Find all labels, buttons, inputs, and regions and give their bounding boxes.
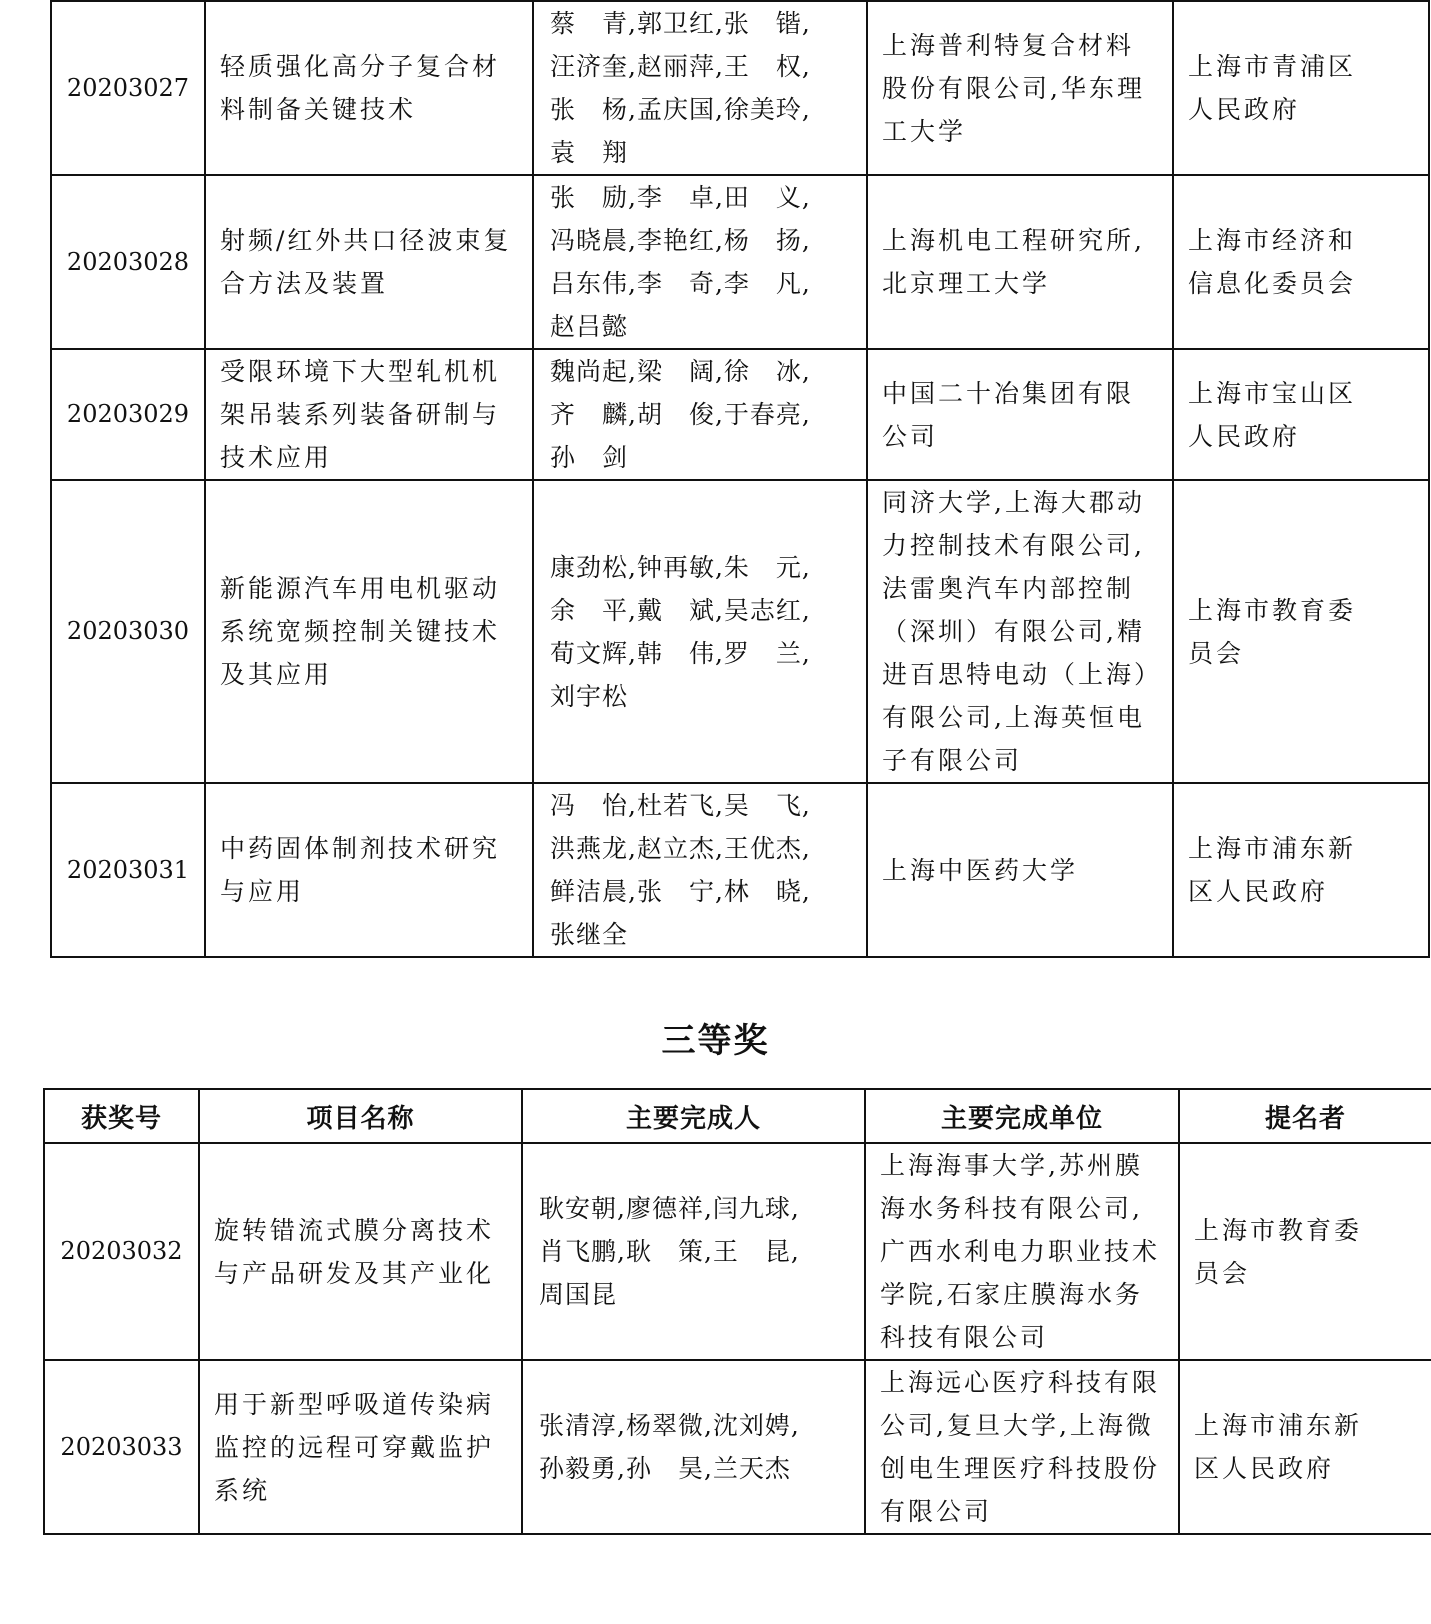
cell-text-line: 员会 bbox=[1188, 638, 1245, 668]
cell-text-line: （深圳）有限公司,精 bbox=[882, 617, 1145, 646]
cell-text-line: 力控制技术有限公司, bbox=[882, 531, 1145, 560]
header-award-no: 获奖号 bbox=[44, 1089, 199, 1143]
cell-text-line: 合方法及装置 bbox=[220, 269, 389, 298]
cell-text-line: 上海市宝山区 bbox=[1188, 378, 1357, 408]
header-nominator: 提名者 bbox=[1179, 1089, 1431, 1143]
cell-text-line: 张继全 bbox=[550, 920, 629, 949]
cell-text-line: 北京理工大学 bbox=[882, 269, 1051, 298]
table-body bbox=[51, 1, 1429, 957]
cell-text-line: 荀文辉,韩 伟,罗 兰, bbox=[550, 638, 811, 668]
project-name-cell bbox=[205, 175, 533, 349]
main-persons-cell bbox=[533, 480, 867, 783]
cell-text-line: 海水务科技有限公司, bbox=[880, 1194, 1143, 1223]
cell-text-line: 洪燕龙,赵立杰,王优杰, bbox=[550, 834, 811, 863]
cell-text-line: 射频/红外共口径波束复 bbox=[220, 226, 512, 255]
nominator-cell bbox=[1173, 1, 1429, 175]
cell-text-line: 技术应用 bbox=[220, 443, 333, 472]
cell-text-line: 上海普利特复合材料 bbox=[882, 30, 1135, 60]
cell-text-line: 及其应用 bbox=[220, 660, 333, 689]
project-name-cell bbox=[199, 1143, 522, 1360]
main-persons-cell bbox=[533, 349, 867, 480]
table-row bbox=[51, 783, 1429, 957]
cell-text-line: 受限环境下大型轧机机 bbox=[220, 357, 501, 386]
nominator-cell bbox=[1173, 175, 1429, 349]
main-units-cell bbox=[865, 1143, 1179, 1360]
cell-text-line: 中国二十冶集团有限 bbox=[882, 378, 1135, 408]
cell-text-line: 刘宇松 bbox=[550, 681, 629, 711]
award-number-cell: 20203032 bbox=[44, 1143, 199, 1360]
cell-text-line: 上海海事大学,苏州膜 bbox=[880, 1151, 1143, 1180]
cell-text-line: 上海市经济和 bbox=[1188, 226, 1357, 255]
cell-text-line: 冯晓晨,李艳红,杨 扬, bbox=[550, 226, 811, 255]
cell-text-line: 上海中医药大学 bbox=[882, 855, 1079, 885]
main-persons-cell bbox=[522, 1360, 865, 1534]
award-table-second-prize bbox=[50, 0, 1430, 958]
cell-text-line: 与应用 bbox=[220, 877, 305, 906]
cell-text-line: 料制备关键技术 bbox=[220, 95, 417, 124]
nominator-cell bbox=[1173, 349, 1429, 480]
cell-text-line: 股份有限公司,华东理 bbox=[882, 73, 1145, 103]
main-persons-cell bbox=[522, 1143, 865, 1360]
cell-text-line: 公司 bbox=[882, 421, 939, 451]
table-row bbox=[44, 1360, 1431, 1534]
main-units-cell bbox=[865, 1360, 1179, 1534]
cell-text-line: 区人民政府 bbox=[1188, 877, 1329, 906]
header-main-persons: 主要完成人 bbox=[522, 1089, 865, 1143]
main-units-cell bbox=[867, 1, 1173, 175]
cell-text-line: 耿安朝,廖德祥,闫九球, bbox=[539, 1194, 800, 1223]
nominator-cell bbox=[1179, 1143, 1431, 1360]
cell-text-line: 上海市教育委 bbox=[1188, 595, 1357, 625]
table-body bbox=[44, 1143, 1431, 1534]
cell-text-line: 进百思特电动（上海） bbox=[882, 660, 1163, 689]
cell-text-line: 轻质强化高分子复合材 bbox=[220, 52, 501, 81]
cell-text-line: 上海机电工程研究所, bbox=[882, 226, 1145, 255]
cell-text-line: 上海市浦东新 bbox=[1188, 834, 1357, 863]
cell-text-line: 中药固体制剂技术研究 bbox=[220, 834, 501, 863]
cell-text-line: 用于新型呼吸道传染病 bbox=[214, 1389, 495, 1419]
cell-text-line: 科技有限公司 bbox=[880, 1323, 1049, 1352]
cell-text-line: 子有限公司 bbox=[882, 746, 1023, 775]
nominator-cell bbox=[1173, 783, 1429, 957]
cell-text-line: 监控的远程可穿戴监护 bbox=[214, 1432, 495, 1462]
nominator-cell bbox=[1179, 1360, 1431, 1534]
main-units-cell bbox=[867, 175, 1173, 349]
project-name-cell bbox=[205, 349, 533, 480]
table-row bbox=[51, 175, 1429, 349]
award-number-cell: 20203029 bbox=[51, 349, 205, 480]
cell-text-line: 上海远心医疗科技有限 bbox=[880, 1368, 1161, 1397]
cell-text-line: 康劲松,钟再敏,朱 元, bbox=[550, 552, 811, 582]
cell-text-line: 吕东伟,李 奇,李 凡, bbox=[550, 269, 811, 298]
cell-text-line: 旋转错流式膜分离技术 bbox=[214, 1215, 495, 1245]
cell-text-line: 系统 bbox=[214, 1475, 271, 1505]
cell-text-line: 汪济奎,赵丽萍,王 权, bbox=[550, 52, 811, 81]
main-units-cell bbox=[867, 783, 1173, 957]
cell-text-line: 张清淳,杨翠微,沈刘娉, bbox=[539, 1411, 800, 1440]
table-row bbox=[51, 1, 1429, 175]
cell-text-line: 法雷奥汽车内部控制 bbox=[882, 574, 1135, 603]
award-number-cell: 20203027 bbox=[51, 1, 205, 175]
award-number-cell: 20203031 bbox=[51, 783, 205, 957]
cell-text-line: 齐 麟,胡 俊,于春亮, bbox=[550, 400, 811, 429]
award-table-third-prize bbox=[43, 1088, 1431, 1535]
table-row bbox=[51, 349, 1429, 480]
section-title: 三等奖 bbox=[661, 1021, 770, 1061]
project-name-cell bbox=[205, 1, 533, 175]
cell-text-line: 魏尚起,梁 阔,徐 冰, bbox=[550, 357, 811, 386]
header-main-units: 主要完成单位 bbox=[865, 1089, 1179, 1143]
cell-text-line: 张 杨,孟庆国,徐美玲, bbox=[550, 95, 811, 124]
cell-text-line: 肖飞鹏,耿 策,王 昆, bbox=[539, 1237, 800, 1266]
cell-text-line: 公司,复旦大学,上海微 bbox=[880, 1411, 1154, 1440]
table-row bbox=[44, 1143, 1431, 1360]
cell-text-line: 周国昆 bbox=[539, 1280, 618, 1309]
cell-text-line: 创电生理医疗科技股份 bbox=[880, 1454, 1161, 1483]
project-name-cell bbox=[205, 783, 533, 957]
cell-text-line: 与产品研发及其产业化 bbox=[214, 1258, 495, 1288]
cell-text-line: 蔡 青,郭卫红,张 锴, bbox=[550, 9, 811, 38]
table-header-row bbox=[44, 1089, 1431, 1143]
cell-text-line: 员会 bbox=[1194, 1258, 1251, 1288]
cell-text-line: 人民政府 bbox=[1188, 421, 1301, 451]
project-name-cell bbox=[199, 1360, 522, 1534]
cell-text-line: 区人民政府 bbox=[1194, 1454, 1335, 1483]
main-persons-cell bbox=[533, 175, 867, 349]
cell-text-line: 有限公司,上海英恒电 bbox=[882, 703, 1145, 732]
cell-text-line: 工大学 bbox=[882, 116, 967, 146]
cell-text-line: 上海市教育委 bbox=[1194, 1215, 1363, 1245]
header-project-name: 项目名称 bbox=[199, 1089, 522, 1143]
cell-text-line: 上海市浦东新 bbox=[1194, 1411, 1363, 1440]
main-units-cell bbox=[867, 480, 1173, 783]
cell-text-line: 架吊装系列装备研制与 bbox=[220, 400, 501, 429]
cell-text-line: 张 励,李 卓,田 义, bbox=[550, 183, 811, 212]
cell-text-line: 信息化委员会 bbox=[1188, 269, 1357, 298]
cell-text-line: 余 平,戴 斌,吴志红, bbox=[550, 595, 811, 625]
cell-text-line: 系统宽频控制关键技术 bbox=[220, 617, 501, 646]
cell-text-line: 上海市青浦区 bbox=[1188, 52, 1357, 81]
award-number-cell: 20203030 bbox=[51, 480, 205, 783]
main-persons-cell bbox=[533, 1, 867, 175]
cell-text-line: 学院,石家庄膜海水务 bbox=[880, 1280, 1143, 1309]
main-units-cell bbox=[867, 349, 1173, 480]
cell-text-line: 孙毅勇,孙 昊,兰天杰 bbox=[539, 1454, 791, 1483]
project-name-cell bbox=[205, 480, 533, 783]
nominator-cell bbox=[1173, 480, 1429, 783]
table-row bbox=[51, 480, 1429, 783]
cell-text-line: 赵吕懿 bbox=[550, 312, 629, 341]
award-number-cell: 20203028 bbox=[51, 175, 205, 349]
cell-text-line: 广西水利电力职业技术 bbox=[880, 1237, 1161, 1266]
cell-text-line: 人民政府 bbox=[1188, 95, 1301, 124]
cell-text-line: 冯 怡,杜若飞,吴 飞, bbox=[550, 791, 811, 820]
cell-text-line: 孙 剑 bbox=[550, 443, 629, 472]
cell-text-line: 新能源汽车用电机驱动 bbox=[220, 574, 501, 603]
cell-text-line: 有限公司 bbox=[880, 1497, 993, 1526]
cell-text-line: 鲜洁晨,张 宁,林 晓, bbox=[550, 877, 811, 906]
cell-text-line: 袁 翔 bbox=[550, 138, 629, 167]
award-number-cell: 20203033 bbox=[44, 1360, 199, 1534]
main-persons-cell bbox=[533, 783, 867, 957]
cell-text-line: 同济大学,上海大郡动 bbox=[882, 488, 1145, 517]
